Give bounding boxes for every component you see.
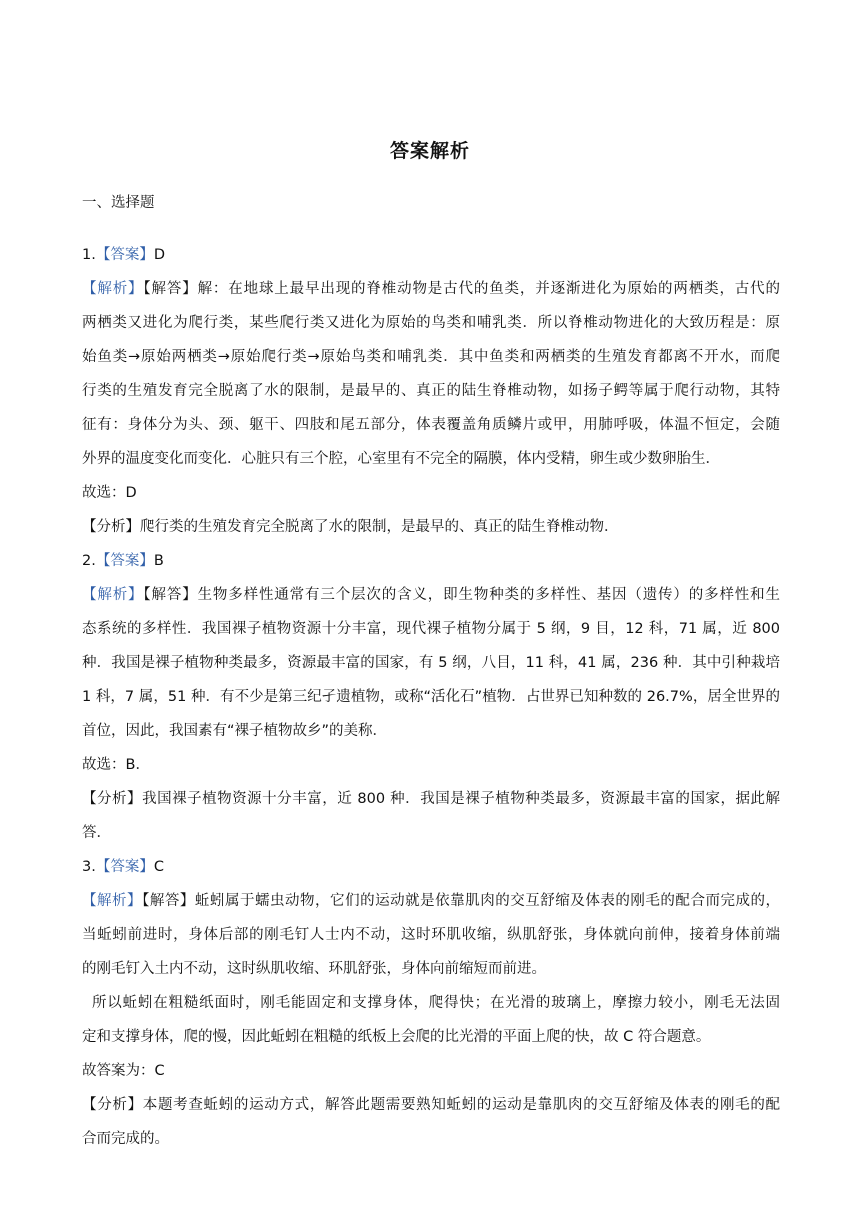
q2-analysis-line-1 <box>82 578 780 612</box>
q3-number: 3. <box>82 859 96 875</box>
q3-analysis-line-1 <box>82 884 780 918</box>
q2-fenxi-line-1 <box>82 782 780 816</box>
q1-analysis-line-1 <box>82 272 780 306</box>
q1-choice: 故选：D <box>82 485 137 501</box>
q3-analysis-text: 蚯蚓属于蠕虫动物，它们的运动就是依靠肌肉的交互舒缩及体表的刚毛的配合而完成的， <box>194 893 780 909</box>
q3-fenxi-text: 本题考查蚯蚓的运动方式，解答此题需要熟知蚯蚓的运动是靠肌肉的交互舒缩及体表的刚毛的配 <box>142 1097 780 1113</box>
q2-analysis-line-5: 首位，因此，我国素有“裸子植物故乡”的美称． <box>82 723 388 739</box>
q3-answer-value: C <box>153 859 164 875</box>
q2-number: 2. <box>82 553 96 569</box>
q1-fenxi-line <box>82 510 780 544</box>
q3-answer-line <box>82 850 780 884</box>
q2-choice: 故选：B． <box>82 757 150 773</box>
q1-jieda-tag: 【解答】 <box>143 281 198 297</box>
q2-analysis-line-4: 1 科，7 属，51 种．有不少是第三纪孑遗植物，或称“活化石”植物．占世界已知种数的 26.7%，居全世界的 <box>82 689 780 705</box>
q1-analysis-line-3: 始鱼类→原始两栖类→原始爬行类→原始鸟类和哺乳类．其中鱼类和两栖类的生殖发育都离不开水，而爬 <box>82 349 780 365</box>
q1-analysis-line-6: 外界的温度变化而变化．心脏只有三个腔，心室里有不完全的隔膜，体内受精，卵生或少数卵胎生． <box>82 451 720 467</box>
q3-analysis-tag: 【解析】 <box>82 893 143 909</box>
q3-fenxi-tag: 【分析】 <box>82 1097 143 1113</box>
q1-fenxi-tag: 【分析】 <box>82 519 140 535</box>
answers-content <box>82 186 780 1156</box>
q3-fenxi-line-2: 合而完成的。 <box>82 1131 169 1147</box>
q1-answer-value: D <box>153 247 166 263</box>
q3-fenxi-line-1 <box>82 1088 780 1122</box>
q1-fenxi-text: 爬行类的生殖发育完全脱离了水的限制，是最早的、真正的陆生脊椎动物． <box>140 519 619 535</box>
q1-answer-tag: 【答案】 <box>95 247 154 263</box>
q2-answer-value: B <box>153 553 164 569</box>
q2-analysis-text: 生物多样性通常有三个层次的含义，即生物种类的多样性、基因（遗传）的多样性和生 <box>197 587 780 603</box>
q2-jieda-tag: 【解答】 <box>143 587 198 603</box>
q1-number: 1. <box>82 247 96 263</box>
q2-fenxi-text: 我国裸子植物资源十分丰富，近 800 种．我国是裸子植物种类最多，资源最丰富的国家，据此解 <box>142 791 780 807</box>
q2-fenxi-line-2: 答． <box>82 825 111 841</box>
page-title: 答案解析 <box>389 140 470 162</box>
q3-jieda-tag: 【解答】 <box>142 893 195 909</box>
q3-analysis-line-3: 的刚毛钉入土内不动，这时纵肌收缩、环肌舒张，身体向前缩短而前进。 <box>82 961 546 977</box>
q1-analysis-line-2: 两栖类又进化为爬行类，某些爬行类又进化为原始的鸟类和哺乳类．所以脊椎动物进化的大致历程是：原 <box>82 315 780 331</box>
q1-analysis-line-5: 征有：身体分为头、颈、躯干、四肢和尾五部分，体表覆盖角质鳞片或甲，用肺呼吸，体温不恒定，会随 <box>82 417 780 433</box>
q3-analysis-line-5: 定和支撑身体，爬的慢，因此蚯蚓在粗糙的纸板上会爬的比光滑的平面上爬的快，故 C 符合题意。 <box>82 1029 711 1045</box>
q3-analysis-line-2: 当蚯蚓前进时，身体后部的刚毛钉人士内不动，这时环肌收缩，纵肌舒张，身体就向前伸，接着身体前端 <box>82 927 780 943</box>
q2-analysis-tag: 【解析】 <box>82 587 144 603</box>
q2-answer-tag: 【答案】 <box>95 553 154 569</box>
q2-analysis-line-2: 态系统的多样性．我国裸子植物资源十分丰富，现代裸子植物分属于 5 纲，9 目，12 科，71 属，近 800 <box>82 621 780 637</box>
q2-fenxi-tag: 【分析】 <box>82 791 143 807</box>
q3-analysis-line-4: 所以蚯蚓在粗糙纸面时，刚毛能固定和支撑身体，爬得快；在光滑的玻璃上，摩擦力较小，刚毛无法固 <box>92 995 780 1011</box>
q3-choice: 故答案为：C <box>82 1063 165 1079</box>
section-heading: 一、选择题 <box>82 195 155 211</box>
q2-analysis-line-3: 种．我国是裸子植物种类最多，资源最丰富的国家，有 5 纲，八目，11 科，41 属，236 种．其中引种栽培 <box>82 655 780 671</box>
q1-analysis-text: 解：在地球上最早出现的脊椎动物是古代的鱼类，并逐渐进化为原始的两栖类，古代的 <box>197 281 780 297</box>
q1-analysis-tag: 【解析】 <box>82 281 144 297</box>
q1-analysis-line-4: 行类的生殖发育完全脱离了水的限制，是最早的、真正的陆生脊椎动物，如扬子鳄等属于爬行动物，其特 <box>82 383 780 399</box>
q3-answer-tag: 【答案】 <box>95 859 154 875</box>
q1-answer-line <box>82 238 780 272</box>
q2-answer-line <box>82 544 780 578</box>
